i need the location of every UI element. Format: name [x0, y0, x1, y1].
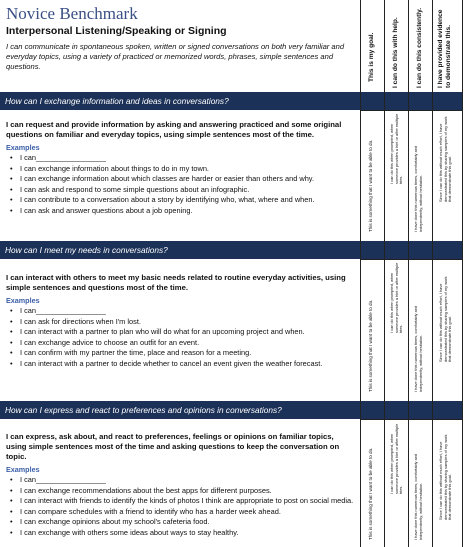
examples-label: Examples — [6, 296, 40, 305]
rating-column-goal — [360, 0, 384, 547]
can-do-statement: I can express, ask about, and react to preferences, feelings or opinions on familiar topics, using simple sentences most of the time and asking questions to keep the conversation on topic. — [6, 432, 340, 461]
help-note: I can do this when prompted, when someone provides a hint or after multiple tries. — [389, 113, 404, 184]
goal-note: This is something that I want to be able to do. — [368, 447, 373, 540]
example-item: • I can exchange information about which classes are harder or easier than others and why. — [10, 174, 315, 183]
section-meet-needs — [0, 273, 360, 369]
rating-column-evidence — [432, 0, 463, 547]
consistent-note: I have done this numerous times, comfortably and independently, without hesitation. — [413, 305, 423, 392]
example-item: • I can exchange opinions about my school's cafeteria food. — [10, 517, 210, 526]
example-item: • I can contribute to a conversation about a story by identifying who, what, where and when. — [10, 195, 315, 204]
goal-note: This is something that I want to be able to do. — [368, 299, 373, 392]
page-subtitle: Interpersonal Listening/Speaking or Signing — [6, 25, 227, 37]
rating-column-help — [384, 0, 408, 547]
example-item: • I can exchange advice to choose an outfit for an event. — [10, 337, 200, 347]
example-item: • I can exchange with others some ideas about ways to stay healthy. — [10, 527, 239, 537]
section-exchange-info — [0, 120, 360, 216]
example-item: • I can interact with friends to identify the kinds of photos I think are appropriate to post on social media. — [10, 496, 354, 505]
example-item: • I can ask and respond to some simple questions about an infographic. — [10, 184, 250, 194]
example-item: • I can exchange recommendations about the best apps for different purposes. — [10, 485, 272, 495]
examples-list — [6, 475, 354, 538]
example-item: • I can exchange information about things to do in my town. — [10, 163, 209, 173]
can-do-statement: I can interact with others to meet my basic needs related to routine everyday activities, using simple sentences and questions most of the time. — [6, 273, 346, 292]
column-header-goal: This is my goal. — [368, 32, 375, 82]
help-note: I can do this when prompted, when someone provides a hint or after multiple tries. — [389, 423, 404, 494]
section-header-exchange-info: How can I exchange information and ideas in conversations? — [0, 92, 360, 110]
section-header-preferences: How can I express and react to preferences and opinions in conversations? — [0, 401, 360, 419]
example-item: • I can_________________ — [10, 153, 106, 162]
example-item: • I can interact with a partner to plan who will do what for an upcoming project and when. — [10, 327, 305, 336]
example-item: • I can_________________ — [10, 306, 106, 315]
rating-column-consistent — [408, 0, 432, 547]
evidence-note: Since I can do this without much effort, I have demonstrated this by sharing samples of my work that demonstrate this goal. — [438, 276, 453, 362]
consistent-note: I have done this numerous times, comfortably and independently, without hesitation. — [413, 145, 423, 232]
evidence-note: Since I can do this without much effort, I have demonstrated this by sharing samples of my work that demonstrate this goal. — [438, 116, 453, 202]
column-header-help: I can do this with help. — [392, 17, 399, 88]
goal-note: This is something that I want to be able to do. — [368, 139, 373, 232]
examples-label: Examples — [6, 465, 40, 474]
example-item: • I can ask for directions when I'm lost. — [10, 316, 141, 326]
help-note: I can do this when prompted, when someone provides a hint or after multiple tries. — [389, 262, 404, 333]
page-title: Novice Benchmark — [6, 4, 138, 23]
section-preferences — [0, 432, 360, 538]
examples-list — [6, 153, 354, 216]
example-item: • I can confirm with my partner the time, place and reason for a meeting. — [10, 348, 252, 357]
intro-statement: I can communicate in spontaneous spoken, written or signed conversations on both very familiar and everyday topics, using a variety of practiced or memorized words, phrases, simple sentences and questions. — [6, 42, 345, 71]
examples-list — [6, 306, 354, 369]
example-item: • I can compare schedules with a friend to identify who has a harder week ahead. — [10, 506, 281, 516]
evidence-note: Since I can do this without much effort, I have demonstrated this by sharing samples of my work that demonstrate this goal. — [438, 434, 453, 520]
column-header-evidence: I have provided evidence to demonstrate this. — [437, 9, 452, 88]
example-item: • I can ask and answer questions about a job opening. — [10, 205, 193, 215]
example-item: • I can interact with a partner to decide whether to cancel an event given the weather forecast. — [10, 358, 323, 368]
can-do-statement: I can request and provide information by asking and answering practiced and some original questions on familiar and everyday topics, using simple sentences most of the time. — [6, 120, 342, 139]
example-item: • I can_________________ — [10, 475, 106, 484]
examples-label: Examples — [6, 143, 40, 152]
column-header-consistent: I can do this consistently. — [416, 7, 423, 88]
title-block — [6, 4, 358, 72]
section-header-meet-needs: How can I meet my needs in conversations? — [0, 241, 360, 259]
consistent-note: I have done this numerous times, comfortably and independently, without hesitation. — [413, 453, 423, 540]
